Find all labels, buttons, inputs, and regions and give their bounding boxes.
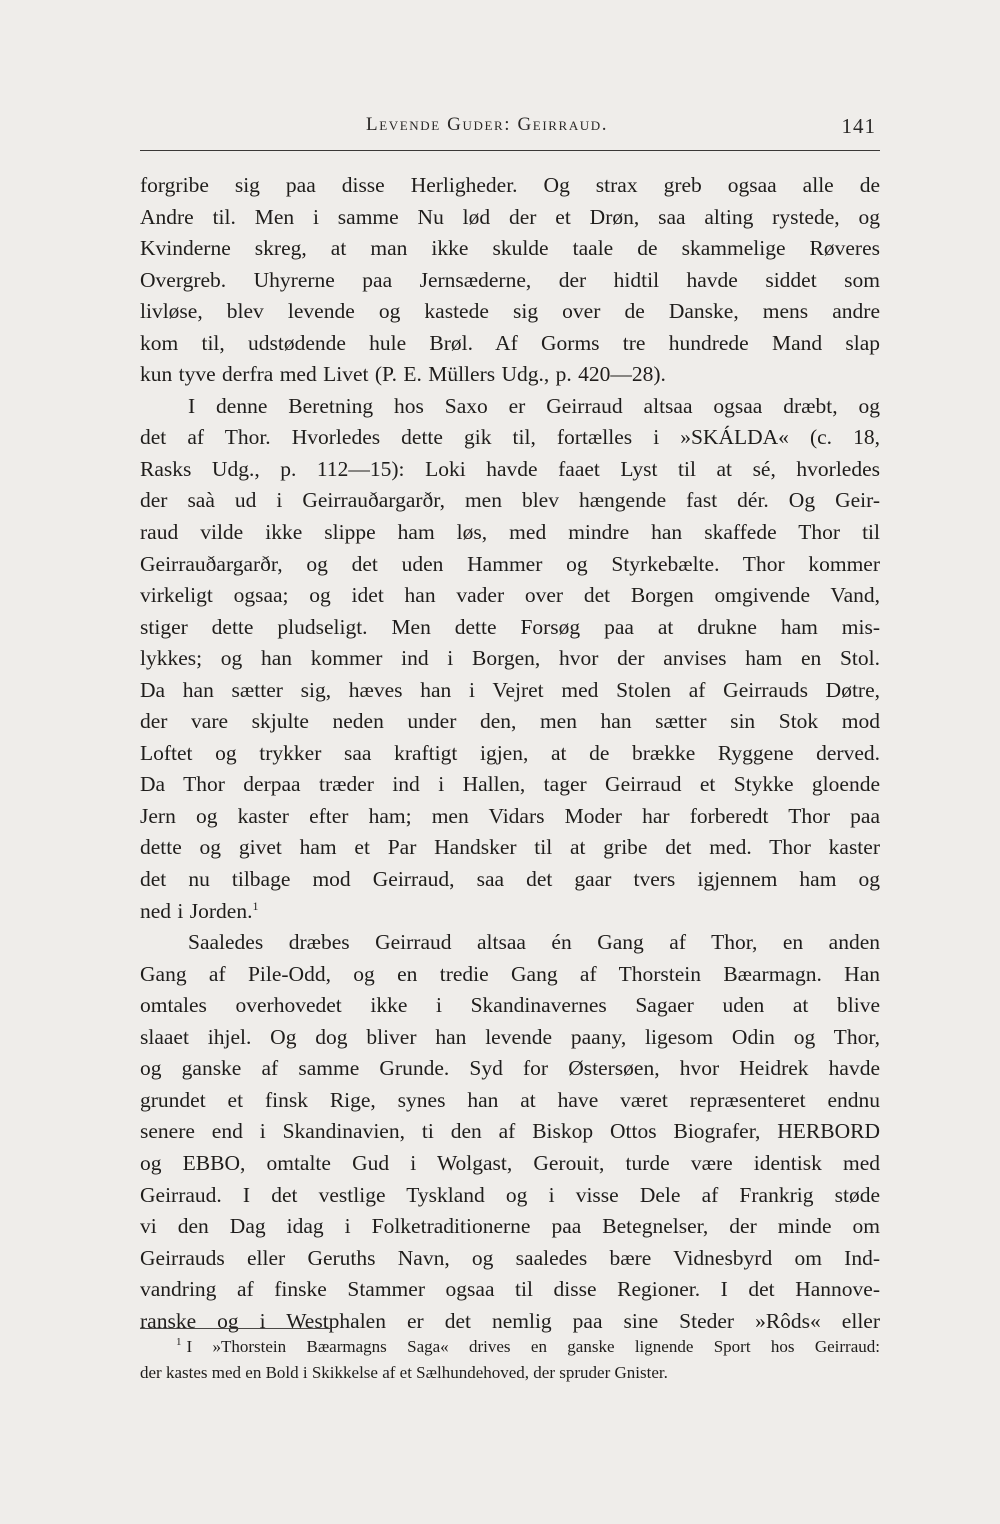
text-line: Loftet og trykker saa kraftigt igjen, at de brække Ryggene derved. (140, 740, 880, 765)
text-line: ranske og i Westphalen er det nemlig paa sine Steder »Rôds« eller (140, 1308, 880, 1333)
text-line: Geirrauðargarðr, og det uden Hammer og Styrkebælte. Thor kommer (140, 551, 880, 576)
text-line: Da Thor derpaa træder ind i Hallen, tager Geirraud et Stykke gloende (140, 772, 880, 797)
text-line: og EBBO, omtalte Gud i Wolgast, Gerouit, turde være identisk med (140, 1150, 880, 1175)
text-line: det af Thor. Hvorledes dette gik til, fortælles i »SKÁLDA« (c. 18, (140, 425, 880, 450)
body-text (140, 170, 880, 1337)
footnote-marker: 1 (176, 1336, 182, 1349)
text-line: grundet et finsk Rige, synes han at have været repræsenteret endnu (140, 1087, 880, 1112)
text-line: Geirraud. I det vestlige Tyskland og i visse Dele af Frankrig støde (140, 1182, 880, 1207)
text-line: raud vilde ikke slippe ham løs, med mindre han skaffede Thor til (140, 520, 880, 545)
footnote-line (140, 1334, 880, 1360)
text-line: der vare skjulte neden under den, men han sætter sin Stok mod (140, 709, 880, 734)
footnote-reference: 1 (252, 898, 259, 913)
text-line: Gang af Pile-Odd, og en tredie Gang af Thorstein Bæarmagn. Han (140, 961, 880, 986)
running-head: Levende Guder: Geirraud. (366, 114, 609, 135)
text-line: Overgreb. Uhyrerne paa Jernsæderne, der hidtil havde siddet som (140, 267, 880, 292)
text-line: lykkes; og han kommer ind i Borgen, hvor der anvises ham en Stol. (140, 646, 880, 671)
text-line-with-footnote-ref (140, 896, 880, 928)
text-line: ned i Jorden. (140, 898, 253, 923)
footnote (140, 1334, 880, 1386)
text-line: senere end i Skandinavien, ti den af Biskop Ottos Biografer, HERBORD (140, 1119, 880, 1144)
text-line: slaaet ihjel. Og dog bliver han levende paany, ligesom Odin og Thor, (140, 1024, 880, 1049)
text-line: Kvinderne skreg, at man ikke skulde taale de skammelige Røveres (140, 236, 880, 261)
footnote-line: der kastes med en Bold i Skikkelse af et Sælhundehoved, der spruder Gnister. (140, 1363, 668, 1382)
header-rule (140, 150, 880, 151)
text-line: det nu tilbage mod Geirraud, saa det gaar tvers igjennem ham og (140, 867, 880, 892)
text-line: livløse, blev levende og kastede sig over de Danske, mens andre (140, 299, 880, 324)
page-number: 141 (841, 114, 876, 138)
text-line: virkeligt ogsaa; og idet han vader over det Borgen omgivende Vand, (140, 583, 880, 608)
text-line: stiger dette pludseligt. Men dette Forsøg paa at drukne ham mis- (140, 614, 880, 639)
text-line: I denne Beretning hos Saxo er Geirraud altsaa ogsaa dræbt, og (188, 393, 880, 418)
text-line: dette og givet ham et Par Handsker til at gribe det med. Thor kaster (140, 835, 880, 860)
text-line: Geirrauds eller Geruths Navn, og saaledes bære Vidnesbyrd om Ind- (140, 1245, 880, 1270)
text-line: der saà ud i Geirrauðargarðr, men blev hængende fast dér. Og Geir- (140, 488, 880, 513)
text-line: kom til, udstødende hule Brøl. Af Gorms tre hundrede Mand slap (140, 330, 880, 355)
footnote-text: I »Thorstein Bæarmagns Saga« drives en ganske lignende Sport hos Geirraud: (186, 1337, 880, 1356)
text-line: Da han sætter sig, hæves han i Vejret med Stolen af Geirrauds Døtre, (140, 677, 880, 702)
text-line: kun tyve derfra med Livet (P. E. Müllers Udg., p. 420—28). (140, 362, 666, 387)
text-line: vi den Dag idag i Folketraditionerne paa Betegnelser, der minde om (140, 1214, 880, 1239)
text-line: forgribe sig paa disse Herligheder. Og strax greb ogsaa alle de (140, 173, 880, 197)
text-line: Andre til. Men i samme Nu lød der et Drøn, saa alting rystede, og (140, 204, 880, 229)
page-header (140, 114, 880, 154)
text-line: og ganske af samme Grunde. Syd for Østersøen, hvor Heidrek havde (140, 1056, 880, 1081)
text-line: Rasks Udg., p. 112—15): Loki havde faaet Lyst til at sé, hvorledes (140, 456, 880, 481)
text-line: Saaledes dræbes Geirraud altsaa én Gang af Thor, en anden (188, 930, 880, 955)
footnote-rule (140, 1328, 330, 1329)
text-line: Jern og kaster efter ham; men Vidars Moder har forberedt Thor paa (140, 803, 880, 828)
text-line: omtales overhovedet ikke i Skandinavernes Sagaer uden at blive (140, 993, 880, 1018)
text-line: vandring af finske Stammer ogsaa til disse Regioner. I det Hannove- (140, 1277, 880, 1302)
